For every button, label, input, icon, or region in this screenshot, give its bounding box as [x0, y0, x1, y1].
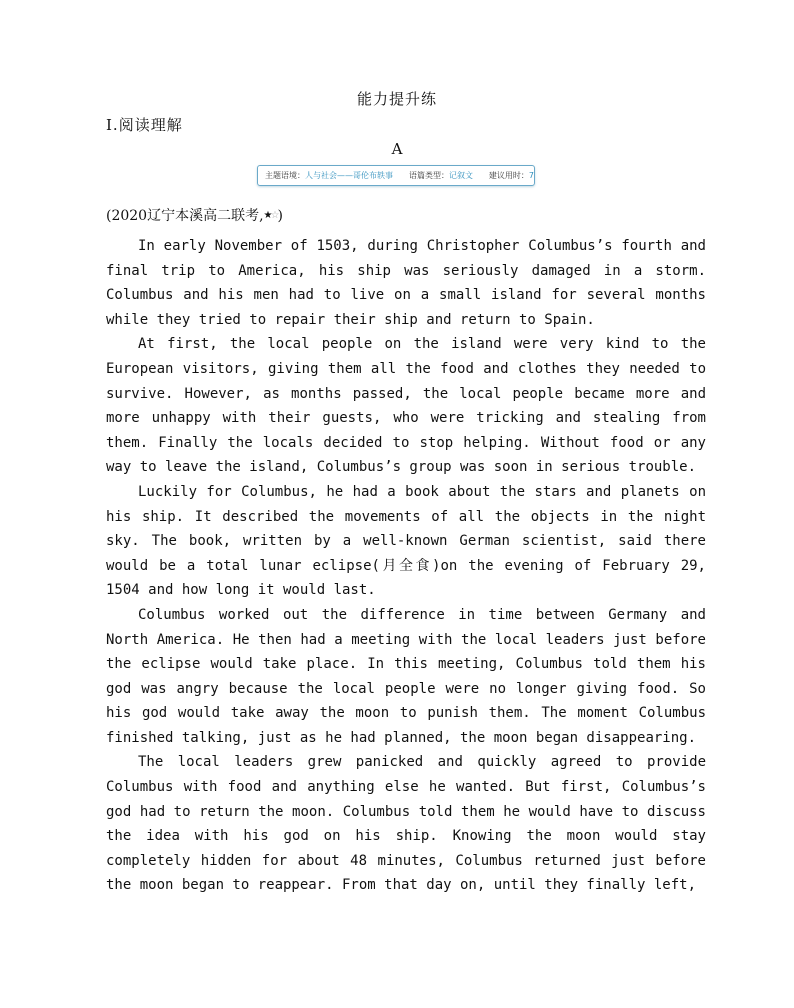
page-title: 能力提升练 [356, 90, 437, 108]
type-value: 记叙文 [448, 171, 473, 180]
paragraph: Luckily for Columbus, he had a book about the stars and planets on his ship. It described the movements of all the objects in the night sky. The book, written by a well-known German scientist, said there would be a total lunar eclipse(月全食)on the evening of February 29, 1504 and how long it would last. [106, 483, 706, 599]
star-filled-icon: ★ [263, 210, 271, 221]
source-text: (2020辽宁本溪高二联考, [106, 208, 264, 224]
paragraph: The local leaders grew panicked and quickly agreed to provide Columbus with food and anything else he wanted. But first, Columbus’s god had to return the moon. Columbus told them he would have to discuss the idea with his god on his ship. Knowing the moon would stay completely hidden for about 48 minutes, Columbus returned just before the moon began to reappear. From that day on, until they finally left, [106, 754, 706, 894]
passage-body [106, 234, 706, 898]
type-label: 语篇类型： [408, 171, 449, 180]
difficulty-stars [264, 210, 278, 221]
paragraph: In early November of 1503, during Christopher Columbus’s fourth and final trip to America, his ship was seriously damaged in a storm. Columbus and his men had to live on a small island for several months while they tried to repair their ship and return to Spain. [106, 238, 706, 328]
paragraph: At first, the local people on the island were very kind to the European visitors, giving them all the food and clothes they needed to survive. However, as months passed, the local people became more and more unhappy with their guests, who were tricking and stealing from them. Finally the locals decided to stop helping. Without food or any way to leave the island, Columbus’s group was soon in serious trouble. [106, 336, 706, 476]
time-value: 7 [528, 171, 534, 180]
passage-letter: A [391, 140, 403, 158]
topic-value: 人与社会——哥伦布轶事 [305, 171, 393, 180]
time-label: 建议用时： [488, 171, 529, 180]
star-empty-icon: ☆ [270, 210, 278, 221]
source-close: ) [277, 208, 283, 224]
topic-label: 主题语境： [265, 171, 305, 180]
paragraph: Columbus worked out the difference in time between Germany and North America. He then had a meeting with the local leaders just before the eclipse would take place. In this meeting, Columbus told them his god was angry because the local people were no longer giving food. So his god would take away the moon to punish them. The moment Columbus finished talking, just as he had planned, the moon began disappearing. [106, 606, 706, 746]
passage-info-box [257, 165, 535, 186]
section-heading: Ⅰ.阅读理解 [106, 116, 183, 134]
source-citation [106, 205, 283, 225]
